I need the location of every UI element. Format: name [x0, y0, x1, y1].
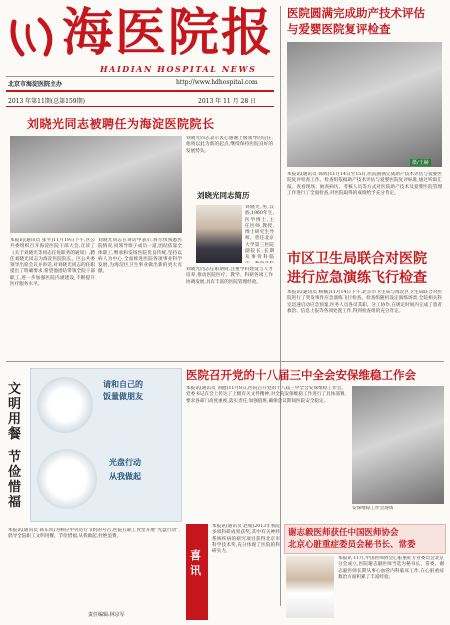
sponsor: 北京市海淀医院主办 [8, 81, 63, 88]
ad-poster [30, 368, 182, 522]
ad-line-3: 光盘行动 [109, 457, 141, 467]
ad-bowl-icon [37, 377, 93, 433]
ad-line-1: 请和自己的 [103, 379, 143, 389]
bio-title: 刘晓光同志简历 [197, 191, 250, 200]
masthead-subtitle: HAIDIAN HOSPITAL NEWS [100, 64, 257, 74]
bio-text: 刘晓光,男,汉族,1960年生,医学博士,主任医师,教授,博士研究生导师。曾任北京大学第三医院副院长,长期从事骨科临 [245, 205, 274, 261]
top-right-headline-2: 与爱婴医院复评检查 [287, 22, 391, 36]
xixun-body: 本报讯 11月,中国医师协会心脏重症专业委员会北京分会成立,医院谢志毅医师当选为秘书长、常委。谢志毅医师长期从事心血管内科临床工作,在心脏重症救治方面积累了丰富经验。 [338, 556, 444, 580]
xixun-headline-2: 北京心脏重症委员会秘书长、常委 [288, 540, 416, 550]
right-middle-headline-2: 进行应急演练飞行检查 [287, 270, 427, 286]
ad-plate-icon [37, 449, 97, 509]
bio-portrait [196, 205, 242, 263]
party-photo [352, 386, 444, 504]
top-right-headline-1: 医院圆满完成助产技术评估 [287, 6, 425, 20]
lead-headline: 刘晓光同志被聘任为海淀医院院长 [27, 117, 215, 131]
top-right-body: 本报讯(通讯员 韩辉)11月14日至15日,医院圆满完成助产技术评估与爱婴医院复评检查工作。检查组依据助产技术评估与爱婴医院复评标准,通过听取汇报、查看现场、抽查病历、考核人员等方式对医院助产技术及爱婴医院管理工作进行了全面检查,对医院取得的成绩给予充分肯定。 [287, 172, 442, 196]
ad-line-4: 从我做起 [109, 471, 141, 481]
lead-body-col3: 刘晓光同志表示衷心感谢上级领导的信任,他将以此为新的起点,继续保持医院良好的发展势头。 [186, 136, 273, 154]
masthead-logo [8, 10, 66, 60]
ad-title-right: 节俭惜福 [8, 450, 22, 510]
party-headline: 医院召开党的十八届三中全会安保维稳工作会 [186, 368, 416, 382]
top-right-photo-caption: 摄/王赫 [412, 160, 429, 166]
right-middle-headline-1: 市区卫生局联合对医院 [287, 251, 427, 267]
lead-body-col2: 刘晓光同志在讲话中表示,将尽快熟悉医院情况,同领导班子成员一道,团结依靠全体职工,继承和发扬医院优良传统,坚持以病人为中心,全面推进医院各项事业科学发展,为海淀区卫生事业做出新的更大贡献。 [98, 238, 182, 275]
party-photo-caption: 安保维稳工作会现场 [352, 506, 394, 511]
lead-body-col1: 本报讯(通讯员 张平)11月19日下午,区公共委组织召开海淀医院干部大会,宣读了《关于刘晓光等同志任免职务的通知》,聘任刘晓光同志为海淀医院院长。区公共委领导出席会议并讲话,对刘晓光同志的任职提出了明确要求,希望他团结带领全院干部职工,进一步加强医院内涵建设,不断提升医疗服务水平。 [10, 238, 95, 288]
ad-body: 本报讯(通讯员 韩东风)为响应中央厉行节约的号召,医院在职工食堂开展“光盘行动”,倡导全院职工文明用餐、节俭惜福,从我做起,杜绝浪费。 [8, 528, 180, 540]
ad-title-left: 文明用餐 [8, 382, 22, 442]
issue-number: 2013 年第11期(总第159期) [8, 98, 85, 105]
xixun-body-2: 本报讯(通讯员 赵娟)2013年我院多项科研成果获奖,其中有关神经系统疾病的研究项目获得北京市科学技术奖,充分体现了医院的科研实力。 [212, 524, 280, 555]
party-body: 本报讯(通讯员 刘健)11月8日,医院召开党的十八届三中全会安保维稳工作会。党委书记在会上传达了上级有关文件精神,对全院安保维稳工作进行了具体部署,要求各部门高度重视,落实责任,加强值班,确保会议期间医院安全稳定。 [186, 386, 346, 404]
xixun-label: 喜讯 [190, 549, 201, 577]
editor-credit: 责任编辑:林京军 [88, 612, 125, 618]
right-middle-body: 本报讯(通讯员 杨楠)11月14日下午,北京市卫生局与海淀区卫生局联合对医院进行了突发事件应急演练飞行检查。检查组随机设定演练场景,全院相关科室迅速启动应急预案,医务人员各司其职、分工协作,在规定时间内完成了患者救治、信息上报等各项处置工作,得到检查组的充分肯定。 [287, 290, 442, 314]
website[interactable]: http://www.hdhospital.com [176, 79, 258, 86]
lead-photo [10, 136, 182, 233]
masthead-title: 海医院报 [62, 4, 275, 63]
xixun-headline-1: 谢志毅医师获任中国医师协会 [288, 528, 399, 538]
bio-text-continued: 刘晓光同志任职期间,注重学科建设与人才培养,推动医院医疗、教学、科研各项工作协调发展,具有丰富的医院管理经验。 [186, 267, 273, 285]
ad-line-2: 饭量做朋友 [103, 391, 143, 401]
xixun-portrait [286, 556, 334, 618]
top-right-photo [287, 42, 442, 167]
issue-date: 2013 年 11 月 28 日 [198, 98, 257, 105]
